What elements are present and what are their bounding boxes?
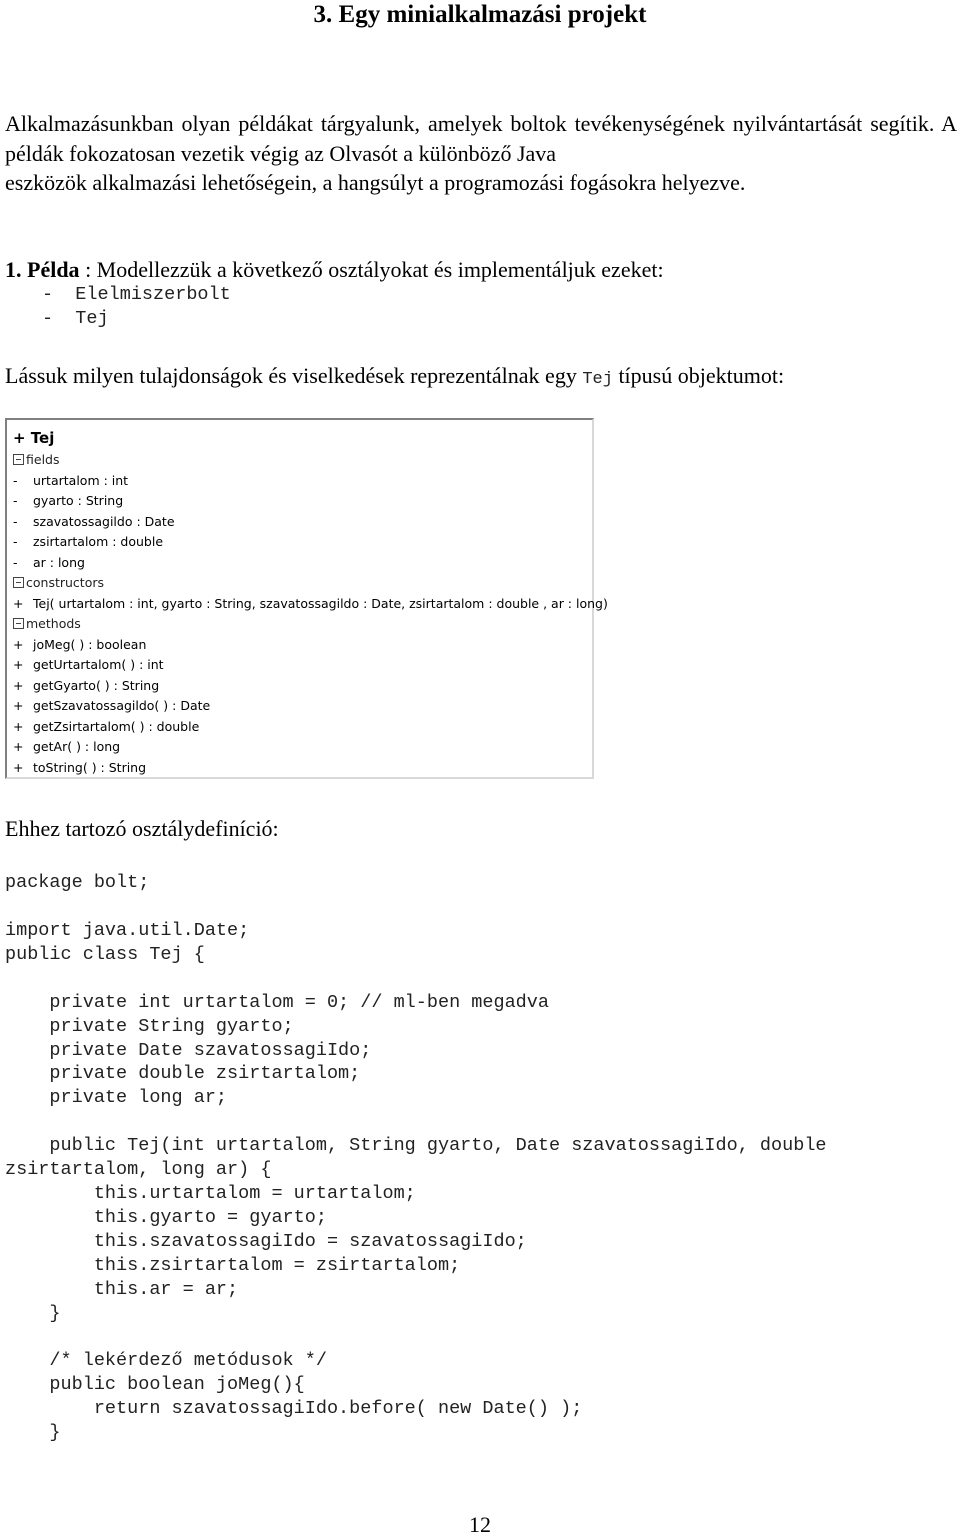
field-text: urtartalom : int <box>33 473 129 488</box>
page-title: 3. Egy minialkalmazási projekt <box>313 1 647 28</box>
visibility-marker: - <box>13 555 18 570</box>
uml-method <box>13 758 146 778</box>
uml-class-name: + Tej <box>13 429 55 447</box>
method-text: getUrtartalom( ) : int <box>33 657 164 672</box>
properties-sentence <box>5 363 784 393</box>
example-number: 1. Példa <box>5 257 80 282</box>
method-text: getZsirtartalom( ) : double <box>33 719 200 734</box>
method-text: getAr( ) : long <box>33 739 121 754</box>
collapse-icon[interactable] <box>13 618 24 629</box>
page-number: 12 <box>469 1512 491 1537</box>
intro-text-last-line: eszközök alkalmazási lehetőségein, a hangsúlyt a programozási fogásokra helyezve. <box>5 170 746 195</box>
uml-method <box>13 655 164 675</box>
intro-paragraph <box>5 109 957 198</box>
list-item: - Elelmiszerbolt <box>42 284 231 305</box>
intro-text: Alkalmazásunkban olyan példákat tárgyalunk, amelyek boltok tevékenységének nyilvántartását segítik. A példák fokozatosan vezetik végig az Olvasót a különböző Java <box>5 111 957 166</box>
visibility-marker: + <box>13 657 24 672</box>
visibility-marker: - <box>13 493 18 508</box>
section-label: constructors <box>26 575 104 590</box>
method-text: joMeg( ) : boolean <box>33 637 147 652</box>
uml-constructor <box>13 594 608 614</box>
inline-code: Tej <box>582 370 613 389</box>
field-text: ar : long <box>33 555 85 570</box>
class-list <box>42 283 231 331</box>
sentence-text: Lássuk milyen tulajdonságok és viselkedések reprezentálnak egy <box>5 363 583 388</box>
visibility-marker: + <box>13 719 24 734</box>
uml-field <box>13 471 128 491</box>
constructor-text: Tej( urtartalom : int, gyarto : String, szavatossagildo : Date, zsirtartalom : double , ar : long) <box>33 596 608 611</box>
visibility-marker: - <box>13 534 18 549</box>
collapse-icon[interactable] <box>13 577 24 588</box>
uml-section-fields[interactable] <box>13 450 59 470</box>
uml-field <box>13 553 85 573</box>
visibility-marker: + <box>13 760 24 775</box>
uml-field <box>13 512 175 532</box>
uml-method <box>13 717 199 737</box>
section-label: fields <box>26 452 60 467</box>
visibility-marker: + <box>13 637 24 652</box>
field-text: gyarto : String <box>33 493 124 508</box>
method-text: getGyarto( ) : String <box>33 678 160 693</box>
method-text: getSzavatossagildo( ) : Date <box>33 698 211 713</box>
uml-method <box>13 676 159 696</box>
field-text: zsirtartalom : double <box>33 534 164 549</box>
class-definition-heading: Ehhez tartozó osztálydefiníció: <box>5 816 279 841</box>
uml-method <box>13 696 210 716</box>
code-block: import java.util.Date; public class Tej { private int urtartalom = 0; // ml-ben megadva private String gyarto; private Date szavatossagiIdo; private double zsirtartalom; private long ar; public Tej(int urtartalom, String gyarto, Date szavatossagiIdo, double zsirtartalom, long ar) { this.urtartalom = urtartalom; this.gyarto = gyarto; this.szavatossagiIdo = szavatossagiIdo; this.zsirtartalom = zsirtartalom; this.ar = ar; } /* lekérdező metódusok */ public boolean joMeg(){ return szavatossagiIdo.before( new Date() ); } <box>5 920 827 1444</box>
method-text: toString( ) : String <box>33 760 147 775</box>
example-text: : Modellezzük a következő osztályokat és implementáljuk ezeket: <box>79 257 664 282</box>
uml-class-diagram <box>5 418 608 779</box>
visibility-marker: + <box>13 739 24 754</box>
collapse-icon[interactable] <box>13 454 24 465</box>
uml-section-methods[interactable] <box>13 614 81 634</box>
uml-method <box>13 737 120 757</box>
sentence-text: típusú objektumot: <box>612 363 785 388</box>
code-package-line: package bolt; <box>5 872 150 893</box>
uml-method <box>13 635 146 655</box>
visibility-marker: + <box>13 678 24 693</box>
visibility-marker: + <box>13 596 24 611</box>
uml-field <box>13 532 163 552</box>
visibility-marker: - <box>13 514 18 529</box>
example-heading <box>5 257 664 283</box>
list-item: - Tej <box>42 308 109 329</box>
visibility-marker: + <box>13 698 24 713</box>
field-text: szavatossagildo : Date <box>33 514 175 529</box>
section-label: methods <box>26 616 81 631</box>
uml-field <box>13 491 123 511</box>
visibility-marker: - <box>13 473 18 488</box>
uml-section-constructors[interactable] <box>13 573 104 593</box>
